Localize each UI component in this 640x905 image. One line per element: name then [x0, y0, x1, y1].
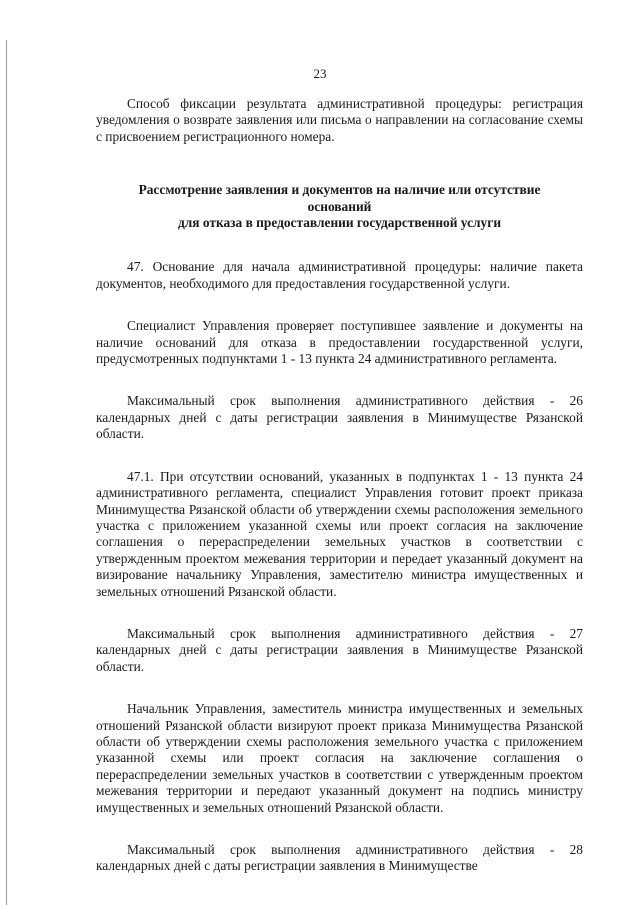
page-number: 23: [313, 66, 327, 81]
paragraph-specialist-check: Специалист Управления проверяет поступившее заявление и документы на наличие оснований для отказа в предоставлении государственной услуги, предусмотренных подпунктами 1 - 13 пункта 24 административного регламента.: [96, 318, 583, 367]
paragraph-deadline-27: Максимальный срок выполнения административного действия - 27 календарных дней с даты регистрации заявления в Минимуществе Рязанской области.: [96, 625, 583, 674]
paragraph-deadline-28: Максимальный срок выполнения административного действия - 28 календарных дней с даты регистрации заявления в Минимуществе: [96, 842, 583, 874]
section-heading-line: оснований: [307, 198, 372, 214]
section-heading: [96, 182, 583, 231]
paragraph-head-approval: Начальник Управления, заместитель министра имущественных и земельных отношений Рязанской области визируют проект приказа Минимущества Рязанской области об утверждении схемы расположения земельного участка с приложением указанной схемы или проект согласия на заключение соглашения о перераспределении земельных участков в соответствии с утвержденным проектом межевания территории и передают указанный документ на подпись министру имущественных и земельных отношений Рязанской области.: [96, 701, 583, 815]
paragraph-deadline-26: Максимальный срок выполнения административного действия - 26 календарных дней с даты регистрации заявления в Минимуществе Рязанской области.: [96, 393, 583, 442]
section-heading-line: для отказа в предоставлении государственной услуги: [177, 215, 502, 231]
paragraph-47-1: 47.1. При отсутствии оснований, указанных в подпунктах 1 - 13 пункта 24 административного регламента, специалист Управления готовит проект приказа Минимущества Рязанской области об утверждении схемы расположения земельного участка с приложением указанной схемы или проект согласия на заключение соглашения о перераспределении земельных участков в соответствии с утвержденным проектом межевания территории и передает указанный документ на визирование начальнику Управления, заместителю министра имущественных и земельных отношений Рязанской области.: [96, 468, 583, 599]
paragraph-47: 47. Основание для начала административной процедуры: наличие пакета документов, необходимого для предоставления государственной услуги.: [96, 259, 583, 291]
section-heading-line: Рассмотрение заявления и документов на наличие или отсутствие: [138, 182, 541, 198]
intro-paragraph: Способ фиксации результата административной процедуры: регистрация уведомления о возврате заявления или письма о направлении на согласование схемы с присвоением регистрационного номера.: [96, 96, 583, 144]
document-body: [96, 96, 583, 875]
scan-edge-line: [6, 40, 7, 905]
